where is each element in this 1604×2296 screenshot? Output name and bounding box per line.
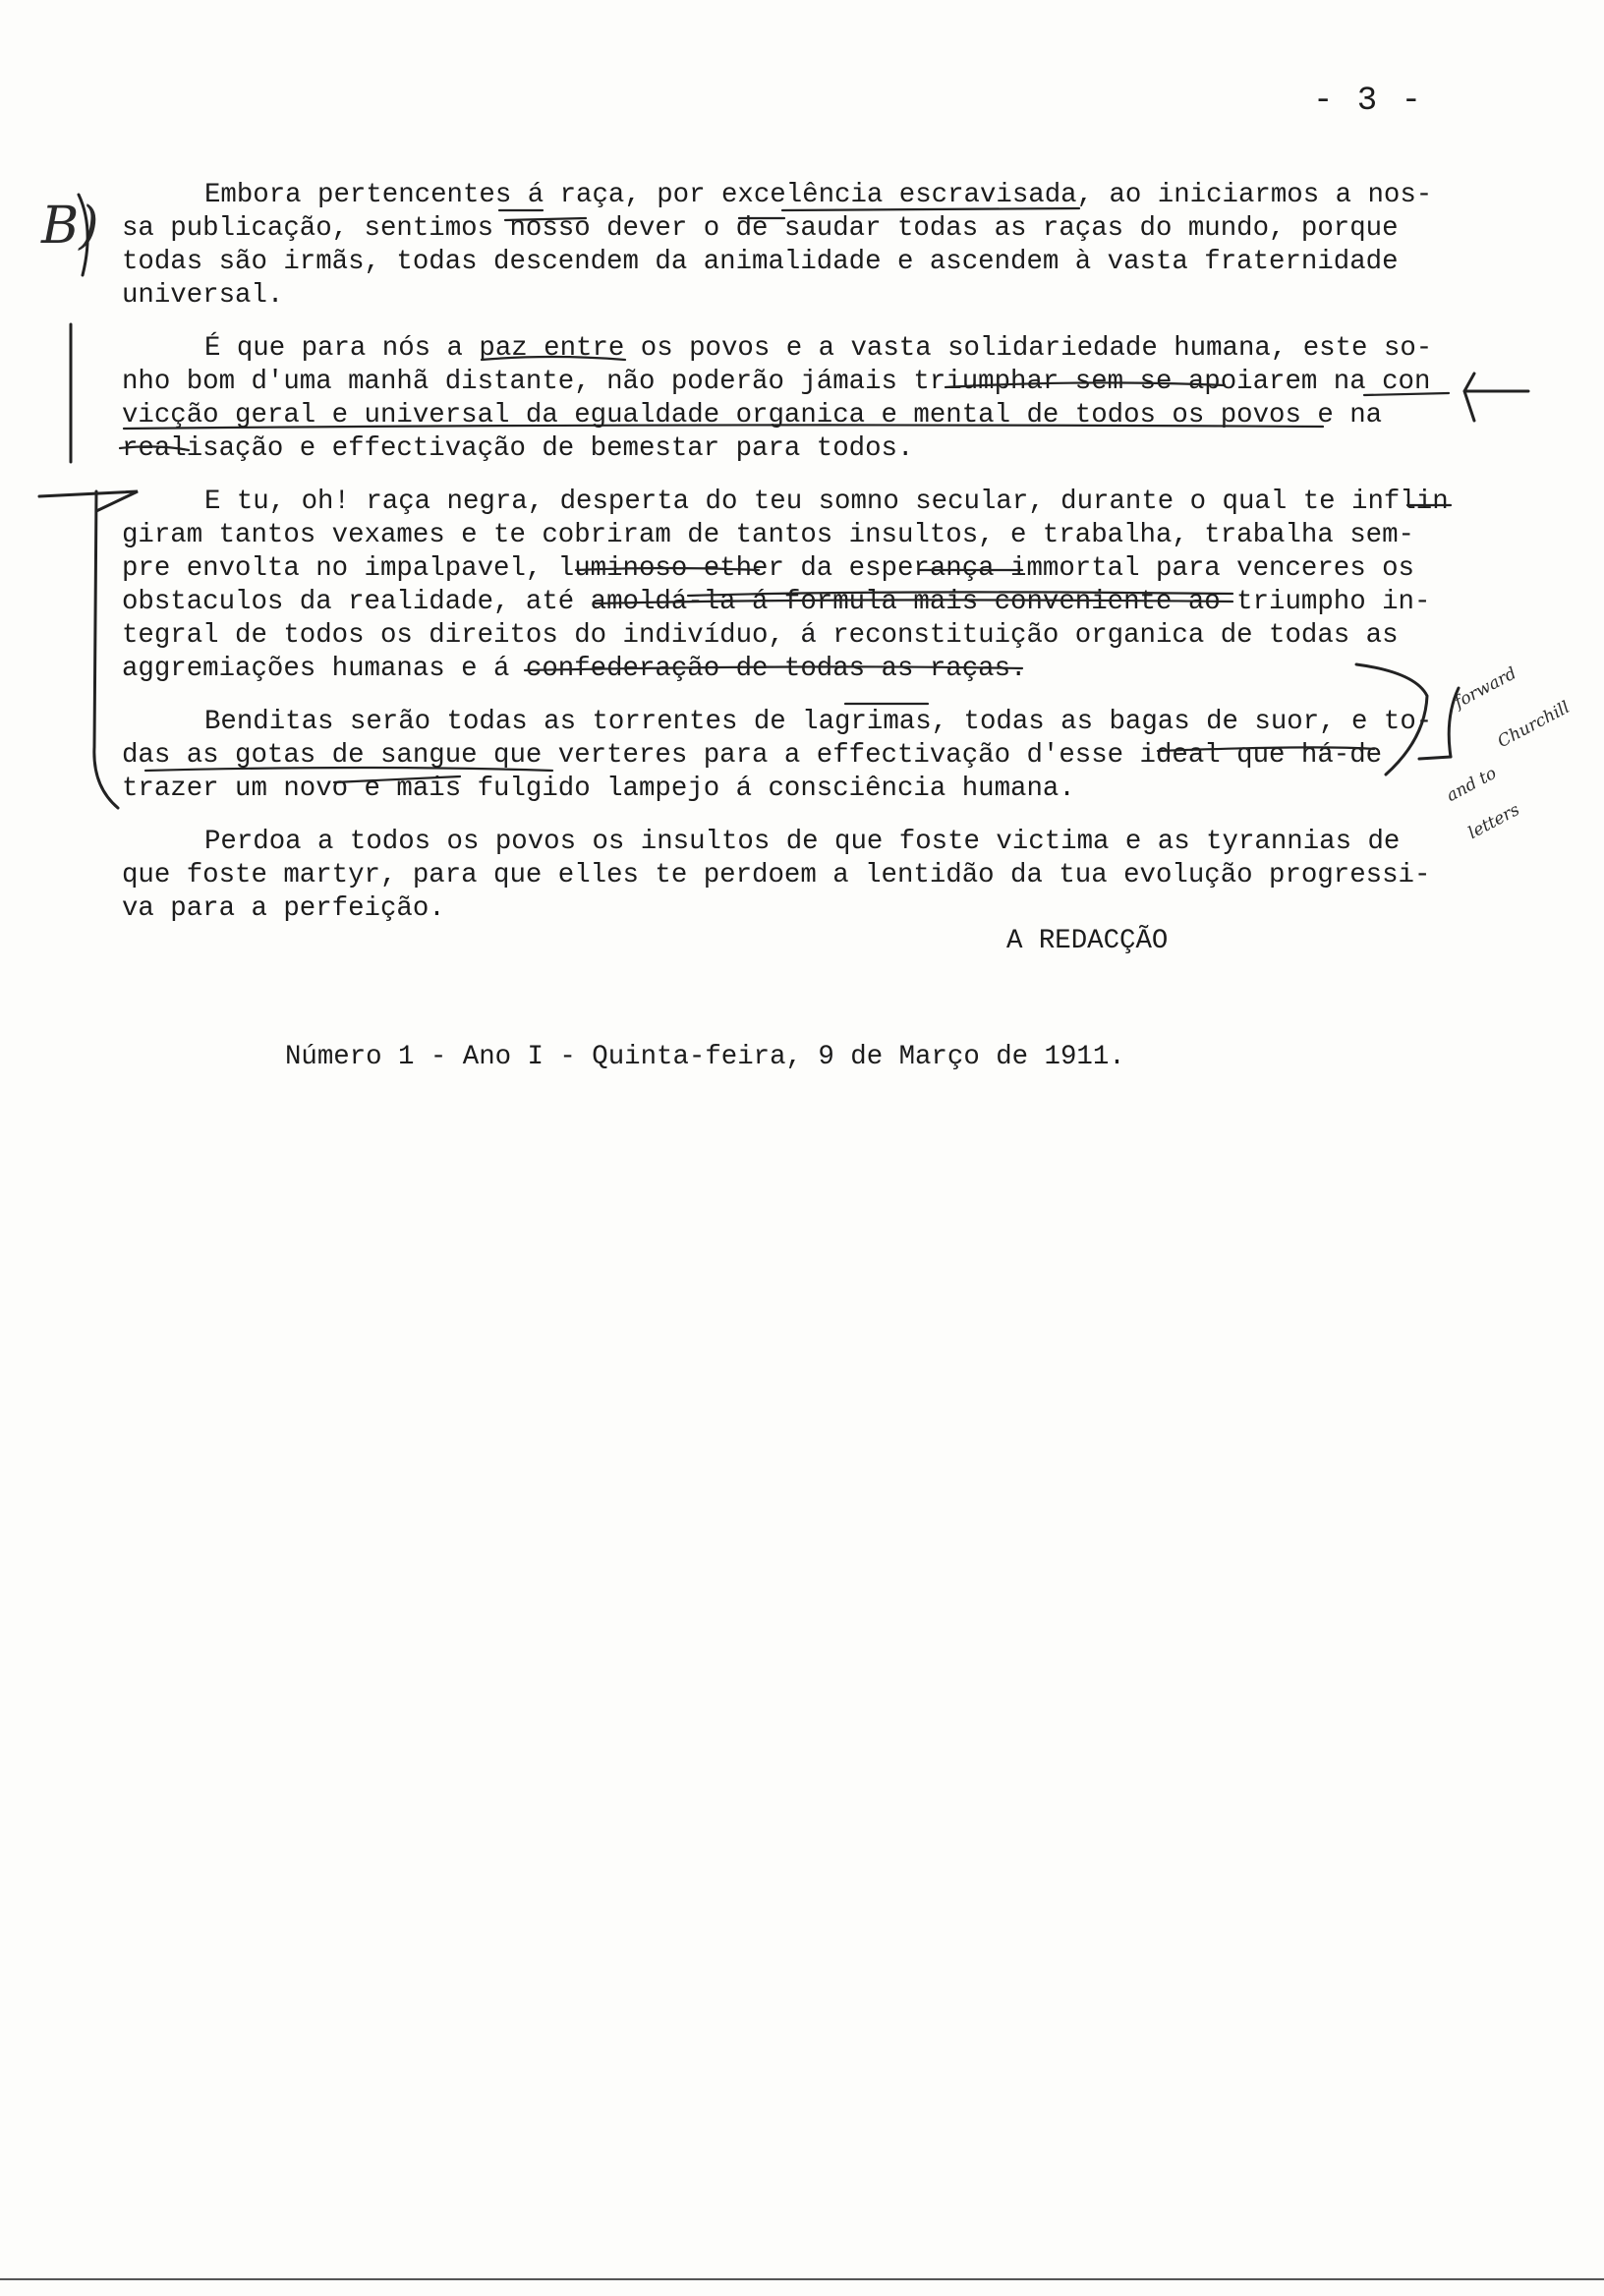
text-line: realisação e effectivação de bemestar para todos. — [122, 433, 914, 464]
right-bracket-notes — [1449, 688, 1459, 757]
text-line: Benditas serão todas as torrentes de lagrimas, todas as bagas de suor, e to- — [204, 707, 1433, 737]
text-line: vicção geral e universal da egualdade organica e mental de todos os povos e na — [122, 400, 1383, 430]
signature: A REDACÇÃO — [1006, 926, 1169, 956]
dateline: Número 1 - Ano I - Quinta-feira, 9 de Março de 1911. — [285, 1042, 1125, 1072]
margin-bracket-b — [79, 195, 87, 275]
margin-mark-b: B) — [41, 197, 99, 256]
handwritten-note: Churchill — [1494, 697, 1574, 752]
underline — [124, 425, 1323, 429]
underline — [596, 600, 1232, 603]
text-line: que foste martyr, para que elles te perdoem a lentidão da tua evolução progressi- — [122, 860, 1431, 890]
margin-bracket-paragraph-3 — [94, 491, 118, 808]
underline — [576, 568, 759, 570]
strikethrough — [334, 776, 460, 782]
text-line: trazer um novo e mais fulgido lampejo á consciência humana. — [122, 774, 1075, 804]
text-line: todas são irmãs, todas descendem da animalidade e ascendem à vasta fraternidade — [122, 247, 1399, 277]
closing-curve — [1356, 664, 1427, 775]
handwritten-note: letters — [1464, 800, 1523, 843]
text-line: sa publicação, sentimos nosso dever o de saudar todas as raças do mundo, porque — [122, 213, 1399, 244]
underline — [120, 446, 189, 450]
text-line: Embora pertencentes á raça, por excelência escravisada, ao iniciarmos a nos- — [204, 180, 1433, 210]
underline — [782, 208, 1079, 210]
underline — [482, 357, 625, 360]
page-bottom-edge — [0, 2278, 1604, 2280]
text-line: E tu, oh! raça negra, desperta do teu somno secular, durante o qual te inflin — [204, 487, 1449, 517]
text-line: tegral de todos os direitos do indivíduo, á reconstituição organica de todas as — [122, 620, 1399, 651]
bracket-arrow — [39, 491, 138, 511]
strikethrough — [1158, 747, 1374, 751]
text-line: das as gotas de sangue que verteres para a effectivação d'esse ideal que há-de — [122, 740, 1383, 771]
text-line: universal. — [122, 280, 284, 311]
text-line: É que para nós a paz entre os povos e a vasta solidariedade humana, este so- — [204, 333, 1433, 364]
text-line: obstaculos da realidade, até amoldá-la á formula mais conveniente ao triumpho in- — [122, 587, 1431, 617]
text-line: giram tantos vexames e te cobriram de tantos insultos, e trabalha, trabalha sem- — [122, 520, 1414, 550]
text-line: nho bom d'uma manhã distante, não poderão jámais triumphar sem se apoiarem na con — [122, 367, 1431, 397]
strikethrough — [945, 382, 1225, 387]
strikethrough — [688, 592, 1232, 596]
underline — [1364, 393, 1449, 395]
page-number: - 3 - — [1313, 83, 1424, 120]
right-arrow-shaft — [1419, 757, 1451, 759]
text-line: aggremiações humanas e á confederação de todas as raças. — [122, 654, 1027, 684]
underline — [525, 666, 1022, 670]
text-line: pre envolta no impalpavel, luminoso ether da esperança immortal para venceres os — [122, 553, 1414, 584]
strikethrough — [505, 218, 586, 220]
text-line: va para a perfeição. — [122, 893, 445, 924]
text-line: Perdoa a todos os povos os insultos de que foste victima e as tyrannias de — [204, 827, 1401, 857]
handwritten-note: forward — [1451, 663, 1520, 713]
underline — [145, 768, 552, 771]
right-arrow-head — [1464, 373, 1474, 421]
handwritten-note: and to — [1443, 763, 1501, 806]
